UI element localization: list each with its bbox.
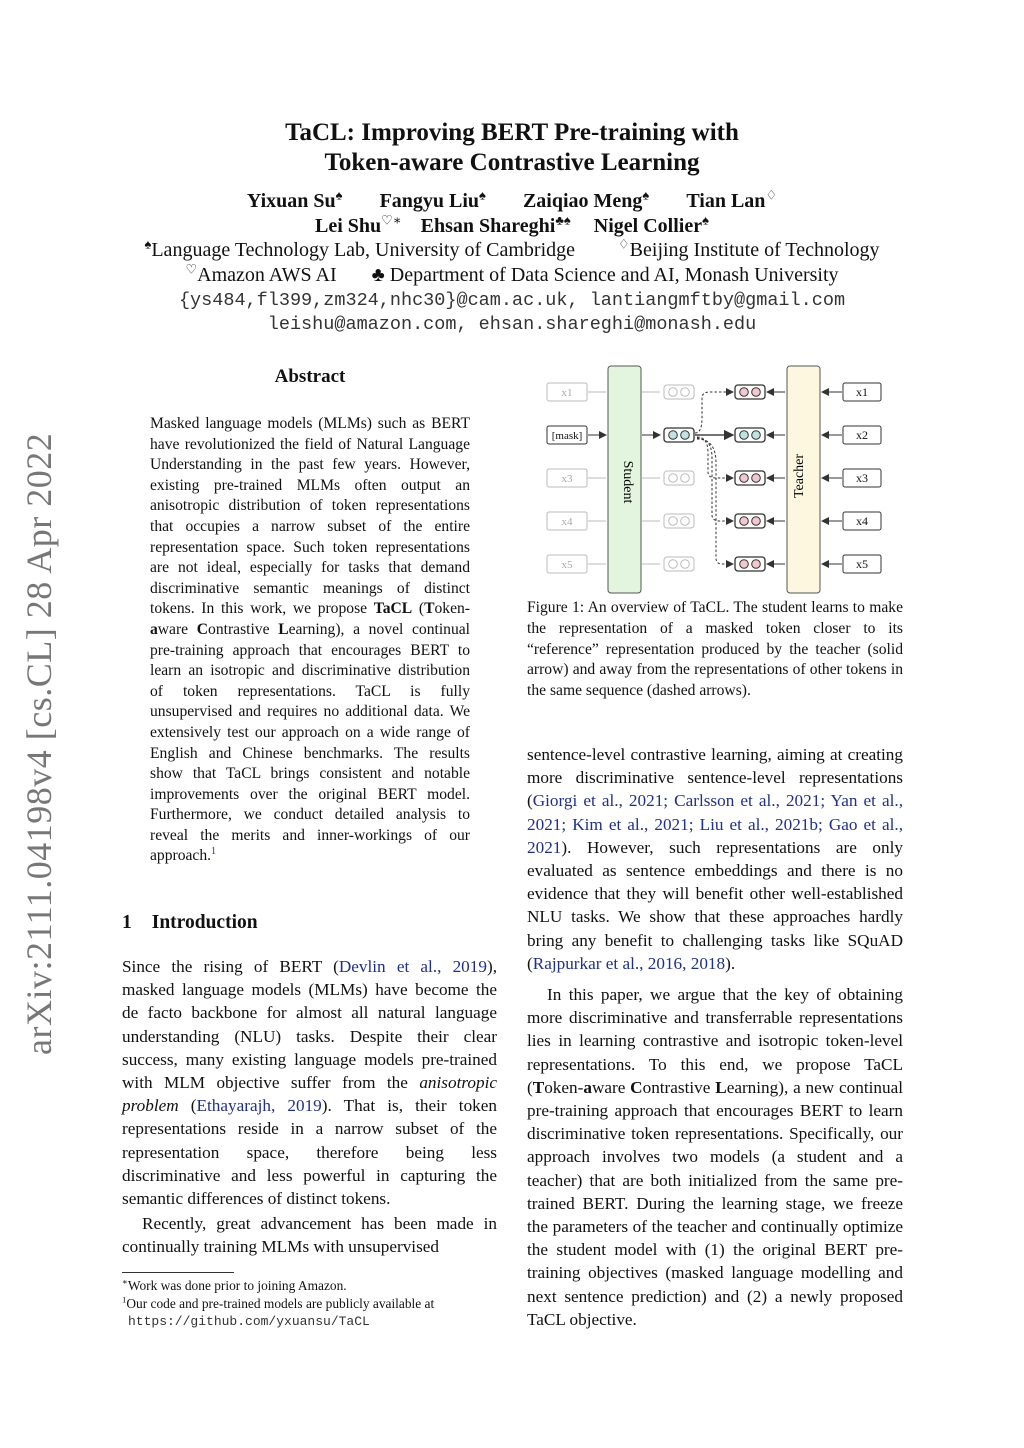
paragraph: In this paper, we argue that the key of obtaining more discriminative and transferrable representations lies in learning contrastive and isotropic token-level representations. To this end, we propose TaCL (Token-aware Contrastive Learning), a new continual pre-training approach that encourages BERT to learn discriminative token representations. Specifically, our approach involves two models (a student and a teacher) that are both initialized from the same pre-trained BERT. During the learning stage, we freeze the parameters of the teacher and continually optimize the student model with (1) the original BERT pre-training objectives (masked language modelling and next sentence prediction) and (2) a newly proposed TaCL objective. — [527, 985, 903, 1329]
affiliations-line-2: ♡Amazon AWS AI ♣ Department of Data Science and AI, Monash University — [185, 261, 839, 286]
footnote-ref[interactable]: 1 — [211, 846, 217, 858]
emails-line-2: leishu@amazon.com, ehsan.shareghi@monash.edu — [267, 314, 757, 335]
teacher-representation-unit — [740, 517, 749, 526]
teacher-representation-unit — [740, 388, 749, 397]
figure-1-caption: Figure 1: An overview of TaCL. The student learns to make the representation of a masked token closer to its “reference” representation produced by the teacher (solid arrow) and away from the representations of other tokens in the same sequence (dashed arrows). — [527, 599, 903, 700]
right-column-body — [527, 743, 903, 1331]
student-input-token: x4 — [561, 516, 573, 528]
student-representation-unit — [669, 474, 678, 483]
student-input-token: x1 — [561, 387, 573, 399]
author: Lei Shu♡∗ — [315, 212, 402, 237]
teacher-representation-unit — [752, 431, 761, 440]
citation-link[interactable]: Ethayarajh, 2019 — [196, 1096, 322, 1116]
teacher-representation-unit — [752, 517, 761, 526]
title-line-1: TaCL: Improving BERT Pre-training with — [285, 119, 739, 146]
footnotes — [122, 1277, 502, 1331]
paper-title — [0, 118, 1024, 178]
student-representation-unit — [669, 388, 678, 397]
affiliations-line-1: ♠Language Technology Lab, University of Cambridge ♢Beijing Institute of Technology — [144, 236, 880, 261]
author: Nigel Collier♠ — [593, 212, 709, 237]
student-representation-unit — [669, 517, 678, 526]
dashed-arrow — [697, 438, 733, 521]
student-representation-unit — [669, 431, 678, 440]
student-representation-unit — [669, 560, 678, 569]
student-representation-unit — [681, 388, 690, 397]
student-representation-unit — [681, 517, 690, 526]
teacher-representation-unit — [740, 431, 749, 440]
citation-link[interactable]: Rajpurkar et al., 2016, 2018 — [532, 953, 726, 973]
affiliation: Department of Data Science and AI, Monash University — [389, 264, 839, 286]
student-representation-unit — [681, 474, 690, 483]
paragraph: Since the rising of BERT (Devlin et al., 2019), masked language models (MLMs) have become the de facto backbone for almost all natural language understanding (NLU) tasks. Despite their clear success, many existing language models pre-trained with MLM objective suffer from the anisotropic problem (Ethayarajh, 2019). That is, their token representations reside in a narrow subset of the representation space, therefore being less discriminative and less powerful in capturing the semantic differences of distinct tokens. — [122, 957, 497, 1209]
dashed-arrow — [695, 392, 733, 433]
abstract-heading: Abstract — [274, 366, 346, 387]
abstract-text: Masked language models (MLMs) such as BERT have revolutionized the field of Natural Language Understanding in the past few years. However, existing pre-trained MLMs often output an anisotropic distribution of token representations that occupies a narrow subset of the entire representation space. Such token representations are not ideal, especially for tasks that demand discriminative semantic meanings of distinct tokens. In this work, we propose TaCL (Token-aware Contrastive Learning), a novel continual pre-training approach that encourages BERT to learn an isotropic and discriminative distribution of token representations. TaCL is fully unsupervised and requires no additional data. We extensively test our approach on a wide range of English and Chinese benchmarks. The results show that TaCL brings consistent and notable improvements over the original BERT model. Furthermore, we conduct detailed analysis to reveal the merits and inner-workings of our approach.$^1$ — [150, 415, 471, 865]
code-url-link[interactable]: https://github.com/yxuansu/TaCL — [128, 1314, 370, 1329]
teacher-input-token: x4 — [856, 514, 868, 528]
student-input-token: x3 — [561, 473, 573, 485]
student-representation-unit — [681, 431, 690, 440]
teacher-label: Teacher — [792, 453, 807, 499]
affiliation: Language Technology Lab, University of Cambridge — [151, 239, 576, 261]
teacher-input-token: x5 — [856, 557, 868, 571]
teacher-representation-unit — [740, 474, 749, 483]
paragraph: sentence-level contrastive learning, aiming at creating more discriminative sentence-level representations (Giorgi et al., 2021; Carlsson et al., 2021; Yan et al., 2021; Kim et al., 2021; Liu et al., 2021b; Gao et al., 2021). However, such representations are only evaluated as sentence embeddings and there is no evidence that they will benefit other well-established NLU tasks. We show that these approaches hardly bring any benefit to challenging tasks like SQuAD (Rajpurkar et al., 2016, 2018). — [527, 745, 903, 973]
teacher-representation-unit — [752, 388, 761, 397]
emails-line-1: {ys484,fl399,zm324,nhc30}@cam.ac.uk, lantiangmftby@gmail.com — [178, 290, 846, 311]
citation-link[interactable]: Devlin et al., 2019 — [338, 957, 487, 976]
teacher-representation-unit — [752, 474, 761, 483]
author: Zaiqiao Meng♠ — [522, 187, 650, 212]
paragraph: Recently, great advancement has been made in continually training MLMs with unsupervised — [122, 1214, 497, 1257]
teacher-representation-unit — [740, 560, 749, 569]
author: Tian Lan♢ — [686, 187, 778, 212]
student-input-token: [mask] — [551, 430, 583, 442]
footnote-rule — [122, 1272, 234, 1273]
footnote-2: $^1$Our code and pre-trained models are publicly available at — [122, 1294, 435, 1311]
teacher-input-token: x3 — [856, 471, 868, 485]
student-label: Student — [620, 460, 635, 504]
author: Fangyu Liu♠ — [379, 187, 486, 212]
authors-row-1 — [0, 187, 1024, 213]
citation-link[interactable]: Giorgi et al., 2021; Carlsson et al., 2021; Yan et al., 2021; Kim et al., 2021; Liu et al., 2021b; Gao et al., 2021 — [527, 791, 903, 857]
arxiv-identifier: arXiv:2111.04198v4 [cs.CL] 28 Apr 2022 — [19, 432, 59, 1055]
footnote-1: ∗Work was done prior to joining Amazon. — [122, 1276, 347, 1293]
section-heading-introduction: 1 Introduction — [122, 912, 258, 933]
teacher-representation-unit — [752, 560, 761, 569]
affiliation: Amazon AWS AI — [197, 264, 337, 286]
dashed-arrow — [697, 439, 733, 564]
student-input-token: x5 — [561, 559, 573, 571]
author: Yixuan Su♠ — [246, 187, 343, 212]
teacher-input-token: x1 — [856, 385, 868, 399]
left-column-body — [122, 955, 497, 1259]
dashed-arrow — [697, 437, 733, 478]
author: Ehsan Shareghi♣♠ — [420, 212, 571, 237]
authors-row-2 — [0, 212, 1024, 238]
figure-1-diagram — [530, 358, 910, 598]
teacher-input-token: x2 — [856, 428, 868, 442]
affiliation: Beijing Institute of Technology — [629, 239, 880, 261]
title-line-2: Token-aware Contrastive Learning — [324, 149, 700, 176]
student-representation-unit — [681, 560, 690, 569]
